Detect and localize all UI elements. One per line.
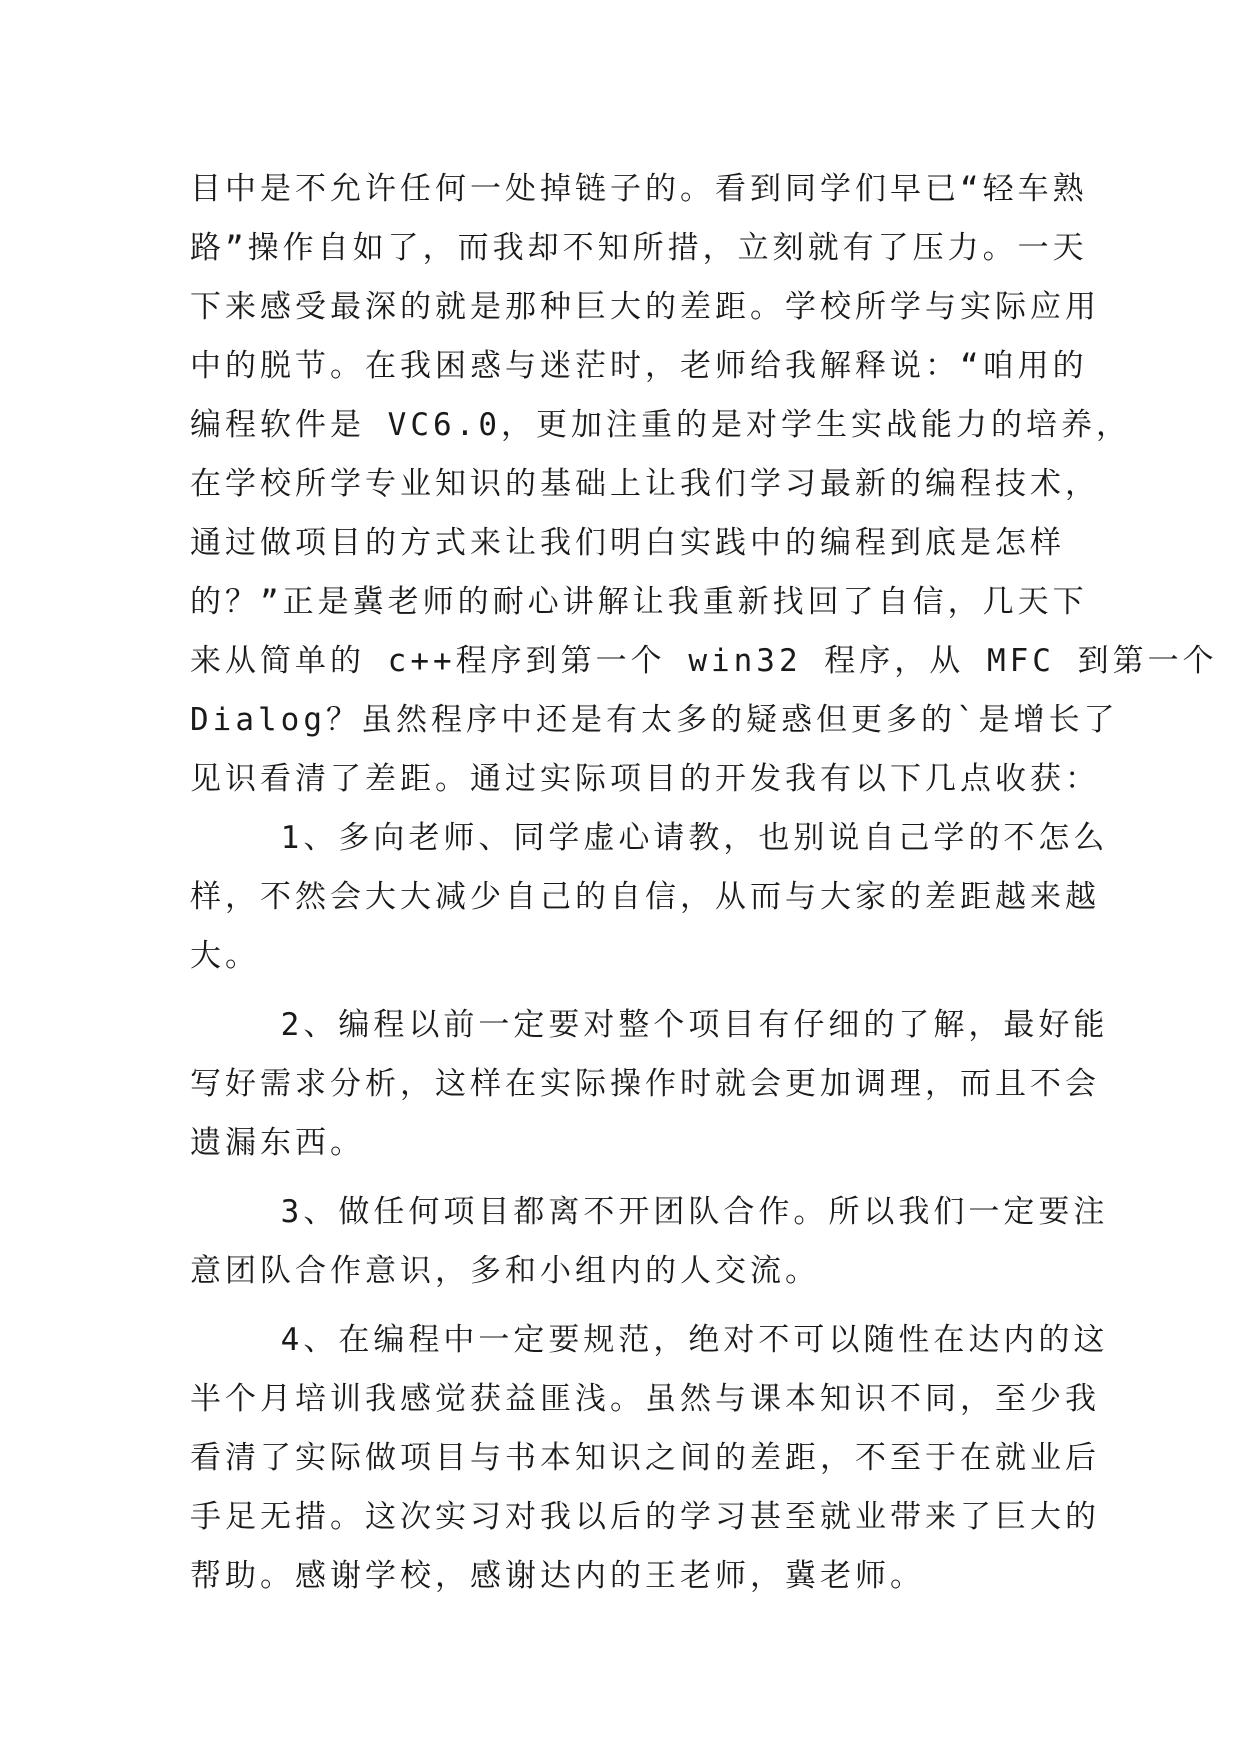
text-line: 意团队合作意识，多和小组内的人交流。 [190,1253,820,1289]
text-line: 2、编程以前一定要对整个项目有仔细的了解，最好能 [190,1007,1109,1043]
text-line: 帮助。感谢学校，感谢达内的王老师，冀老师。 [190,1558,925,1594]
paragraph-point-1 [190,809,1109,986]
paragraph-point-4 [190,1311,1109,1606]
text-line: 的？”正是冀老师的耐心讲解让我重新找回了自信，几天下 [190,584,1088,620]
paragraph-point-3 [190,1183,1109,1301]
text-line: 在学校所学专业知识的基础上让我们学习最新的编程技术， [190,466,1100,502]
text-line: 写好需求分析，这样在实际操作时就会更加调理，而且不会 [190,1066,1100,1102]
text-line: 半个月培训我感觉获益匪浅。虽然与课本知识不同，至少我 [190,1381,1100,1417]
paragraph-spacer [190,1301,1060,1311]
paragraph-intro [190,160,1218,809]
text-line: Dialog？虽然程序中还是有太多的疑惑但更多的`是增长了 [190,702,1119,738]
text-line: 3、做任何项目都离不开团队合作。所以我们一定要注 [190,1194,1109,1230]
text-line: 大。 [190,938,260,974]
paragraph-spacer [190,986,1060,996]
text-line: 中的脱节。在我困惑与迷茫时，老师给我解释说：“咱用的 [190,348,1088,384]
text-line: 样，不然会大大减少自己的自信，从而与大家的差距越来越 [190,879,1100,915]
paragraph-point-2 [190,996,1109,1173]
text-line: 4、在编程中一定要规范，绝对不可以随性在达内的这 [190,1322,1109,1358]
text-line: 目中是不允许任何一处掉链子的。看到同学们早已“轻车熟 [190,171,1088,207]
text-line: 手足无措。这次实习对我以后的学习甚至就业带来了巨大的 [190,1499,1100,1535]
text-line: 见识看清了差距。通过实际项目的开发我有以下几点收获： [190,761,1100,797]
text-line: 来从简单的 c++程序到第一个 win32 程序，从 MFC 到第一个 [190,643,1218,679]
paragraph-spacer [190,1173,1060,1183]
text-line: 路”操作自如了，而我却不知所措，立刻就有了压力。一天 [190,230,1088,266]
document-body [190,160,1218,1606]
text-line: 通过做项目的方式来让我们明白实践中的编程到底是怎样 [190,525,1065,561]
text-line: 编程软件是 VC6.0，更加注重的是对学生实战能力的培养， [190,407,1131,443]
text-line: 下来感受最深的就是那种巨大的差距。学校所学与实际应用 [190,289,1100,325]
text-line: 看清了实际做项目与书本知识之间的差距，不至于在就业后 [190,1440,1100,1476]
text-line: 遗漏东西。 [190,1125,365,1161]
text-line: 1、多向老师、同学虚心请教，也别说自己学的不怎么 [190,820,1109,856]
